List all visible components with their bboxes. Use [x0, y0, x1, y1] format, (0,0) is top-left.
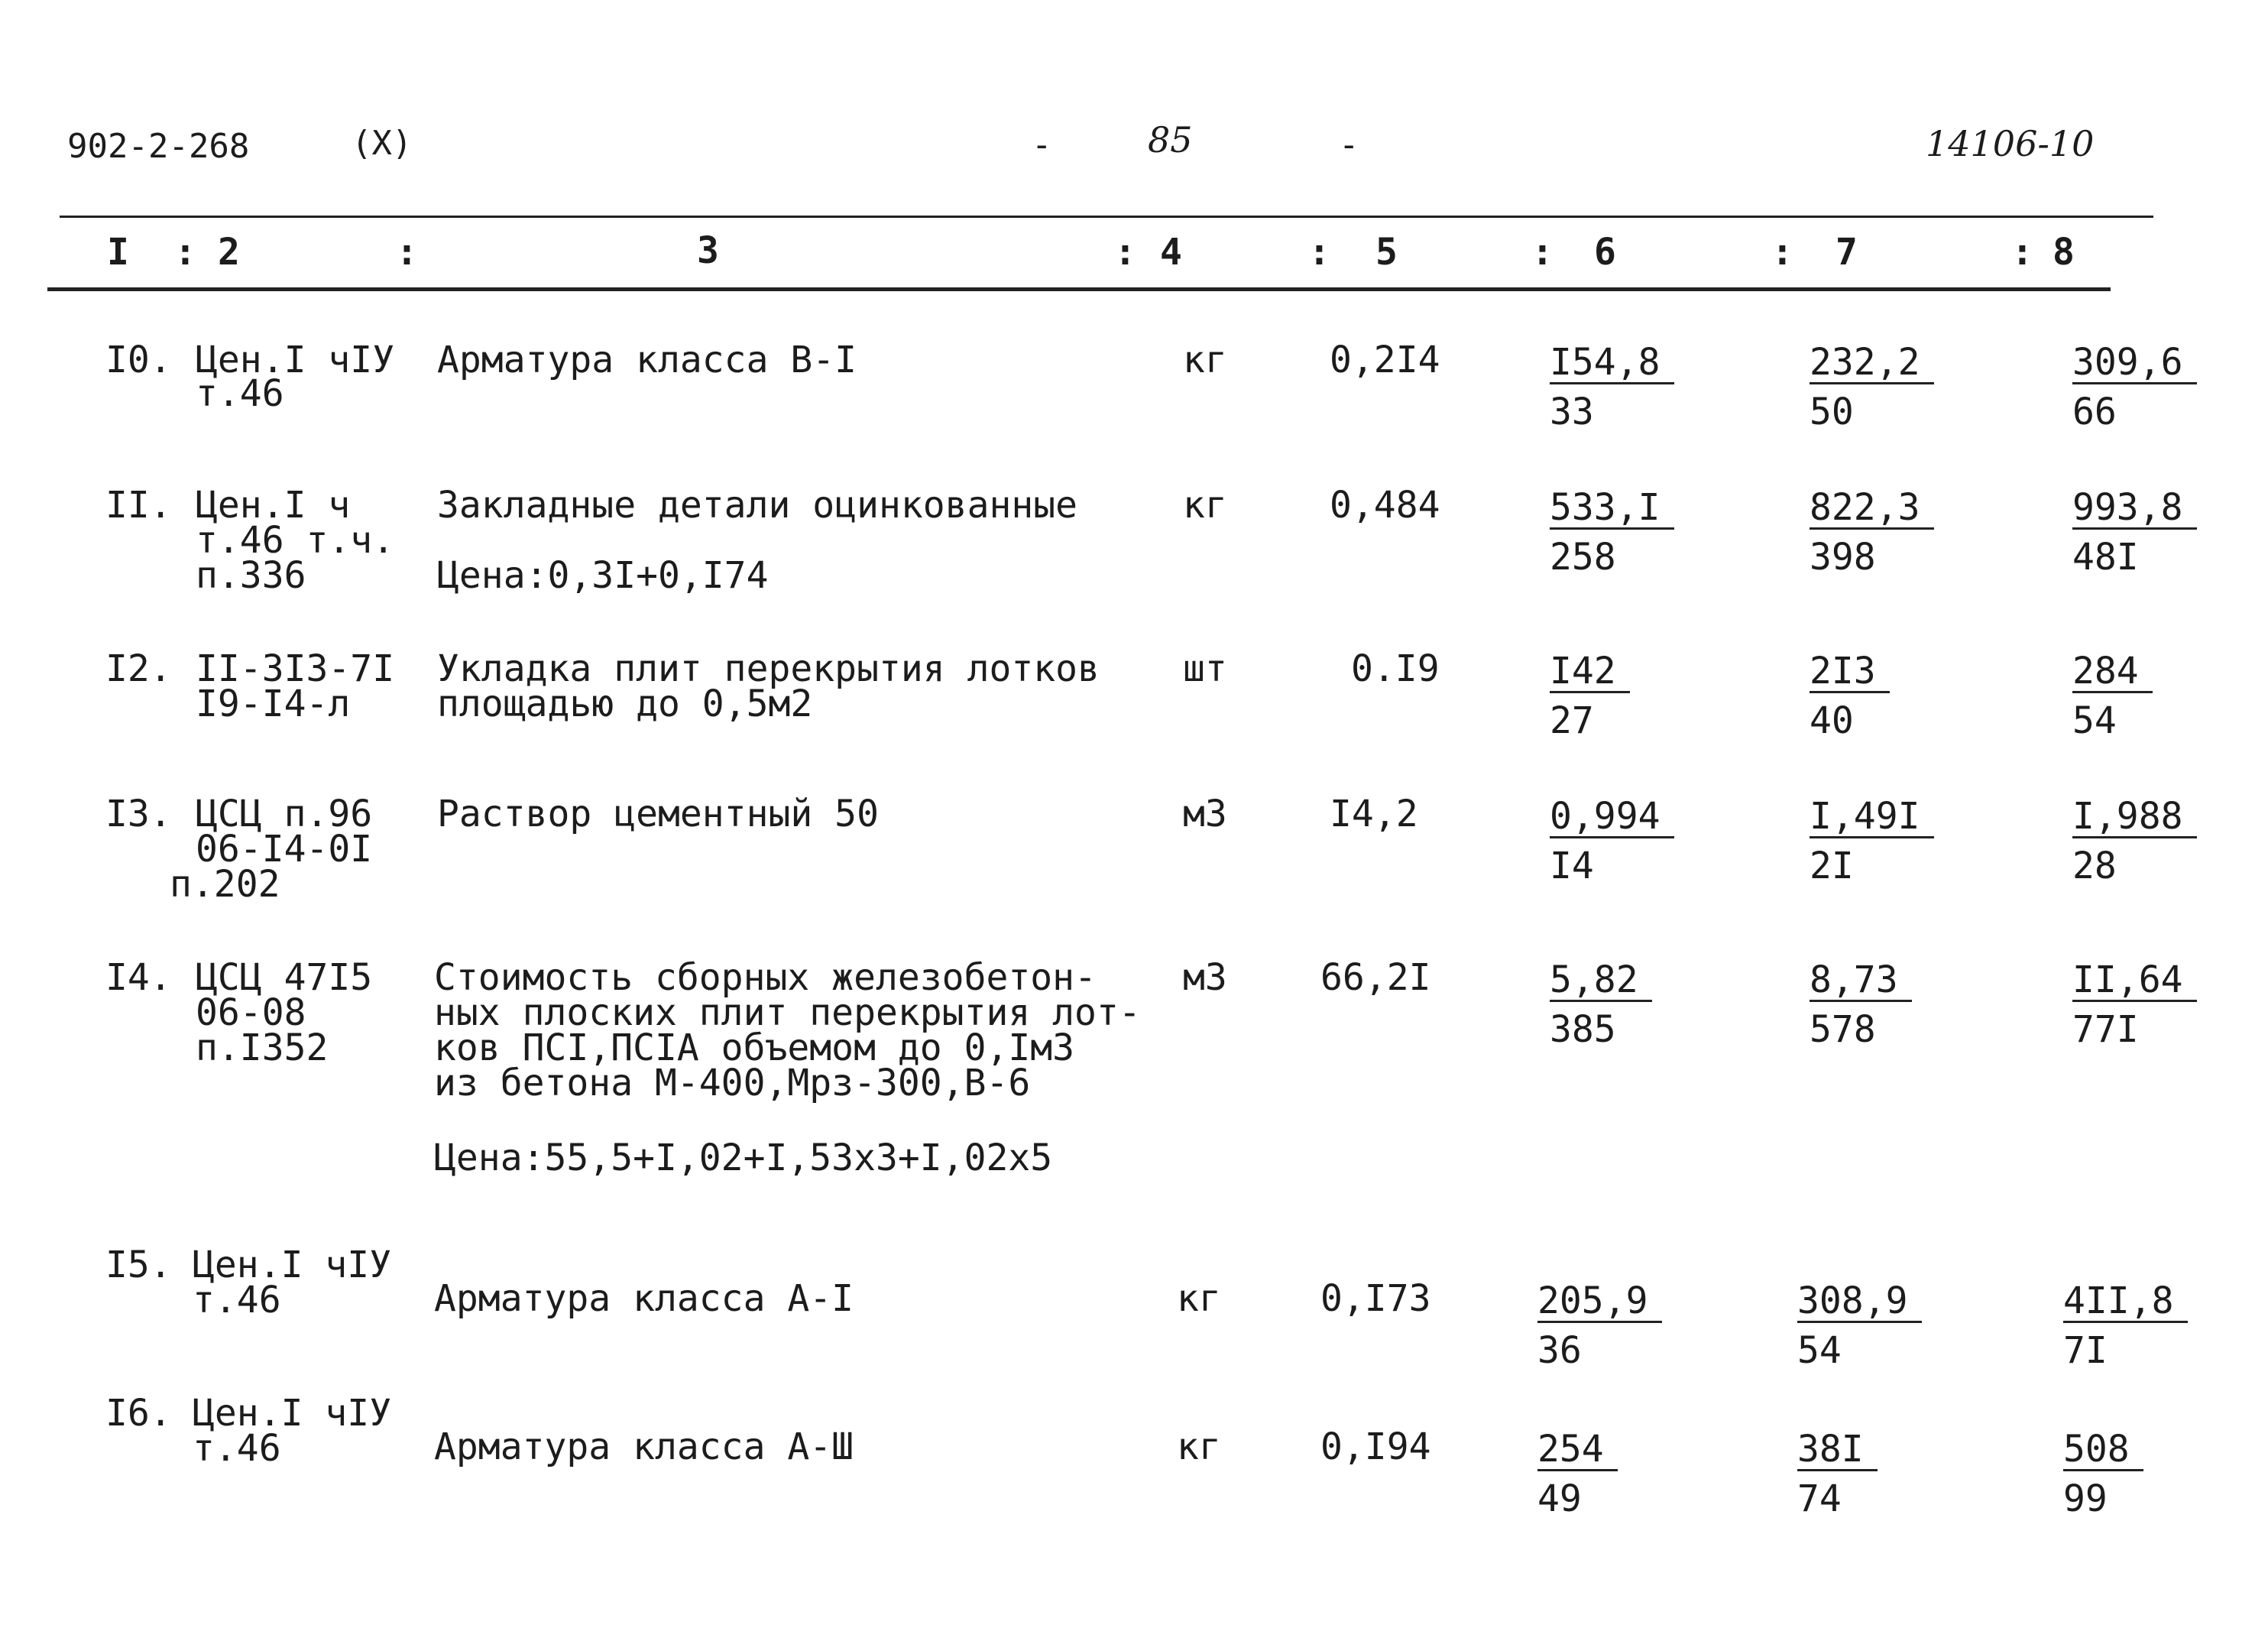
column-header-4: 4: [1160, 231, 1182, 274]
item-description: площадью до 0,5м2: [437, 683, 813, 725]
row-number: I2.: [105, 647, 172, 690]
unit: кг: [1177, 1277, 1221, 1320]
price-reference: 06-08: [196, 991, 306, 1034]
quantity: 0,2I4: [1330, 339, 1440, 381]
price-reference: п.I352: [196, 1026, 329, 1069]
row-number: II.: [105, 484, 172, 527]
page-dash-left: -: [1032, 125, 1052, 164]
cost-value: II,64: [2072, 960, 2197, 1002]
cost-value: 38I: [1797, 1429, 1878, 1471]
quantity: 0,I73: [1320, 1277, 1431, 1320]
cost-total: 48I: [2072, 536, 2139, 579]
item-description: Стоимость сборных железобетон-: [434, 956, 1097, 999]
cost-value: I54,8: [1550, 342, 1674, 384]
cost-col8: [2063, 1429, 2143, 1519]
cost-col7: [1810, 651, 1890, 741]
quantity: I4,2: [1330, 793, 1418, 835]
price-reference: Цен.I чIУ: [193, 1392, 392, 1435]
cost-value: 993,8: [2072, 488, 2197, 530]
row-number: I5.: [105, 1244, 172, 1286]
price-reference: 06-I4-0I: [196, 828, 373, 871]
quantity: 0.I9: [1351, 647, 1440, 690]
item-description: Арматура класса В-I: [437, 339, 857, 381]
row-number: I6.: [105, 1392, 172, 1435]
price-reference: Цен.I чIУ: [193, 1244, 392, 1286]
column-header-3: 3: [697, 229, 719, 272]
price-reference: т.46: [196, 372, 284, 415]
cost-value: 232,2: [1810, 342, 1934, 384]
cost-total: 54: [2072, 699, 2117, 742]
cost-total: 54: [1797, 1329, 1842, 1372]
cost-total: 49: [1537, 1477, 1582, 1520]
cost-col8: [2072, 960, 2197, 1049]
cost-col7: [1810, 960, 1912, 1049]
cost-value: 5,82: [1550, 960, 1652, 1002]
column-separator: :: [1531, 231, 1554, 274]
cost-value: 533,I: [1550, 488, 1674, 530]
cost-total: 385: [1550, 1008, 1616, 1051]
cost-value: 2I3: [1810, 651, 1890, 693]
column-header-7: 7: [1835, 231, 1858, 274]
cost-total: I4: [1550, 845, 1594, 887]
cost-value: I42: [1550, 651, 1630, 693]
cost-col7: [1810, 488, 1934, 577]
cost-total: 7I: [2063, 1329, 2108, 1372]
quantity: 0,484: [1330, 484, 1440, 527]
table-top-rule: [60, 216, 2153, 218]
cost-total: 50: [1810, 391, 1854, 433]
unit: кг: [1183, 339, 1227, 381]
item-description: Закладные детали оцинкованные: [437, 484, 1078, 527]
quantity: 0,I94: [1320, 1425, 1431, 1468]
unit: м3: [1183, 793, 1227, 835]
cost-col7: [1797, 1281, 1922, 1370]
item-description: из бетона М-400,Мрз-300,В-6: [434, 1062, 1031, 1104]
cost-total: 2I: [1810, 845, 1854, 887]
row-number: I0.: [105, 339, 172, 381]
cost-col8: [2072, 651, 2153, 741]
price-reference: п.202: [170, 863, 280, 906]
price-reference: ЦСЦ п.96: [196, 793, 373, 835]
cost-total: 578: [1810, 1008, 1876, 1051]
quantity: 66,2I: [1320, 956, 1431, 999]
cost-col6: [1550, 796, 1674, 886]
unit: м3: [1183, 956, 1227, 999]
column-separator: :: [2011, 231, 2033, 274]
cost-total: 36: [1537, 1329, 1582, 1372]
price-reference: п.336: [196, 554, 306, 597]
item-description: Арматура класса А-Ш: [434, 1425, 854, 1468]
cost-value: 4II,8: [2063, 1281, 2188, 1323]
cost-total: 33: [1550, 391, 1594, 433]
price-reference: т.46 т.ч.: [196, 519, 395, 562]
cost-value: 508: [2063, 1429, 2143, 1471]
cost-col6: [1550, 488, 1674, 577]
cost-total: 40: [1810, 699, 1854, 742]
cost-col8: [2063, 1281, 2188, 1370]
column-separator: :: [1308, 231, 1330, 274]
column-separator: :: [1771, 231, 1793, 274]
price-note: Цена:0,3I+0,I74: [437, 554, 769, 597]
document-variant: (Х): [352, 124, 413, 163]
row-number: I3.: [105, 793, 172, 835]
cost-value: 8,73: [1810, 960, 1912, 1002]
cost-total: 258: [1550, 536, 1616, 579]
unit: кг: [1183, 484, 1227, 527]
inventory-number: 14106-10: [1926, 123, 2095, 164]
cost-col6: [1537, 1429, 1618, 1519]
cost-value: I,49I: [1810, 796, 1934, 838]
item-description: ков ПСI,ПСIА объемом до 0,Iм3: [434, 1026, 1075, 1069]
cost-col8: [2072, 342, 2197, 432]
price-reference: ЦСЦ 47I5: [196, 956, 373, 999]
cost-value: 822,3: [1810, 488, 1934, 530]
cost-total: 99: [2063, 1477, 2108, 1520]
price-reference: т.46: [193, 1279, 281, 1322]
cost-value: 254: [1537, 1429, 1618, 1471]
column-separator: :: [396, 231, 418, 274]
price-reference: т.46: [193, 1427, 281, 1470]
price-note: Цена:55,5+I,02+I,53х3+I,02х5: [434, 1137, 1053, 1179]
unit: кг: [1177, 1425, 1221, 1468]
cost-value: 205,9: [1537, 1281, 1662, 1323]
table-header-rule: [47, 287, 2111, 291]
cost-total: 66: [2072, 391, 2117, 433]
cost-col8: [2072, 488, 2197, 577]
cost-col6: [1550, 960, 1652, 1049]
cost-value: 284: [2072, 651, 2153, 693]
item-description: Арматура класса А-I: [434, 1277, 854, 1320]
item-description: Раствор цементный 50: [437, 793, 879, 835]
price-reference: Цен.I ч: [196, 484, 351, 527]
column-header-2: 2: [218, 231, 240, 274]
unit: шт: [1183, 647, 1227, 690]
cost-value: 0,994: [1550, 796, 1674, 838]
document-code: 902-2-268: [67, 127, 250, 166]
page-number: 85: [1148, 119, 1193, 161]
price-reference: I9-I4-л: [196, 683, 351, 725]
cost-col7: [1810, 796, 1934, 886]
column-header-5: 5: [1375, 231, 1398, 274]
price-reference: Цен.I чIУ: [196, 339, 395, 381]
cost-col6: [1550, 651, 1630, 741]
cost-col7: [1797, 1429, 1878, 1519]
cost-total: 27: [1550, 699, 1594, 742]
row-number: I4.: [105, 956, 172, 999]
cost-value: 309,6: [2072, 342, 2197, 384]
cost-col6: [1537, 1281, 1662, 1370]
cost-value: 308,9: [1797, 1281, 1922, 1323]
cost-col8: [2072, 796, 2197, 886]
cost-total: 398: [1810, 536, 1876, 579]
cost-col6: [1550, 342, 1674, 432]
column-header-8: 8: [2053, 231, 2075, 274]
price-reference: II-3I3-7I: [196, 647, 395, 690]
cost-value: I,988: [2072, 796, 2197, 838]
column-separator: :: [174, 231, 196, 274]
column-header-6: 6: [1594, 231, 1616, 274]
column-separator: :: [1114, 231, 1136, 274]
item-description: ных плоских плит перекрытия лот-: [434, 991, 1141, 1034]
cost-total: 74: [1797, 1477, 1842, 1520]
page-dash-right: -: [1339, 125, 1359, 164]
item-description: Укладка плит перекрытия лотков: [437, 647, 1100, 690]
cost-total: 28: [2072, 845, 2117, 887]
column-header-1: I: [107, 231, 129, 274]
cost-col7: [1810, 342, 1934, 432]
cost-total: 77I: [2072, 1008, 2139, 1051]
